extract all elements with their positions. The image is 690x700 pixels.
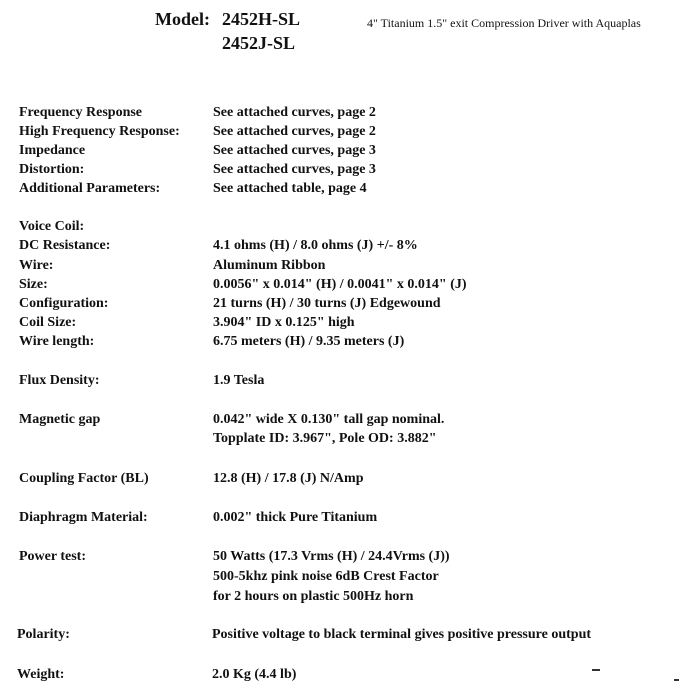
spec-label: High Frequency Response:: [19, 124, 180, 139]
model-number-h: 2452H-SL: [222, 9, 301, 29]
spec-label: Weight:: [17, 667, 65, 682]
spec-label: Wire:: [19, 258, 54, 273]
spec-label: Frequency Response: [19, 105, 143, 120]
spec-value: See attached curves, page 2: [213, 105, 376, 120]
spec-value: 50 Watts (17.3 Vrms (H) / 24.4Vrms (J)): [213, 549, 450, 564]
scan-mark: [674, 679, 679, 681]
spec-value: 12.8 (H) / 17.8 (J) N/Amp: [213, 471, 364, 486]
spec-value: 4.1 ohms (H) / 8.0 ohms (J) +/- 8%: [213, 238, 418, 253]
spec-label: Flux Density:: [19, 373, 100, 388]
spec-label: Magnetic gap: [19, 412, 101, 427]
spec-value: 0.042" wide X 0.130" tall gap nominal.: [213, 412, 445, 427]
spec-label: Voice Coil:: [19, 219, 85, 234]
spec-label: Polarity:: [17, 627, 70, 642]
spec-label: Impedance: [19, 143, 86, 158]
spec-value: 2.0 Kg (4.4 lb): [212, 667, 297, 682]
spec-value: 0.0056" x 0.014" (H) / 0.0041" x 0.014" (J): [213, 277, 467, 292]
spec-value: See attached curves, page 2: [213, 124, 376, 139]
spec-value: 6.75 meters (H) / 9.35 meters (J): [213, 334, 405, 349]
spec-value: Aluminum Ribbon: [213, 258, 326, 273]
spec-value: See attached table, page 4: [213, 181, 367, 196]
spec-label: Coupling Factor (BL): [19, 471, 149, 486]
spec-label: Power test:: [19, 549, 86, 564]
spec-value: 3.904" ID x 0.125" high: [213, 315, 355, 330]
spec-value: 0.002" thick Pure Titanium: [213, 510, 378, 525]
spec-label: Diaphragm Material:: [19, 510, 148, 525]
spec-label: Distortion:: [19, 162, 85, 177]
spec-label: Additional Parameters:: [19, 181, 161, 196]
spec-label: Configuration:: [19, 296, 109, 311]
product-description: 4" Titanium 1.5" exit Compression Driver with Aquaplas: [367, 16, 641, 30]
spec-value: 21 turns (H) / 30 turns (J) Edgewound: [213, 296, 441, 311]
model-label: Model:: [155, 9, 210, 29]
spec-label: DC Resistance:: [19, 238, 111, 253]
spec-value: Positive voltage to black terminal gives positive pressure output: [212, 627, 592, 642]
model-number-j: 2452J-SL: [222, 33, 296, 53]
spec-value: See attached curves, page 3: [213, 162, 376, 177]
spec-label: Size:: [19, 277, 48, 292]
spec-label: Wire length:: [19, 334, 95, 349]
spec-value: for 2 hours on plastic 500Hz horn: [213, 589, 414, 604]
spec-value: Topplate ID: 3.967", Pole OD: 3.882": [213, 431, 437, 446]
spec-value: 1.9 Tesla: [213, 373, 265, 388]
spec-label: Coil Size:: [19, 315, 77, 330]
scan-mark: [592, 669, 600, 671]
spec-value: See attached curves, page 3: [213, 143, 376, 158]
spec-value: 500-5khz pink noise 6dB Crest Factor: [213, 569, 439, 584]
